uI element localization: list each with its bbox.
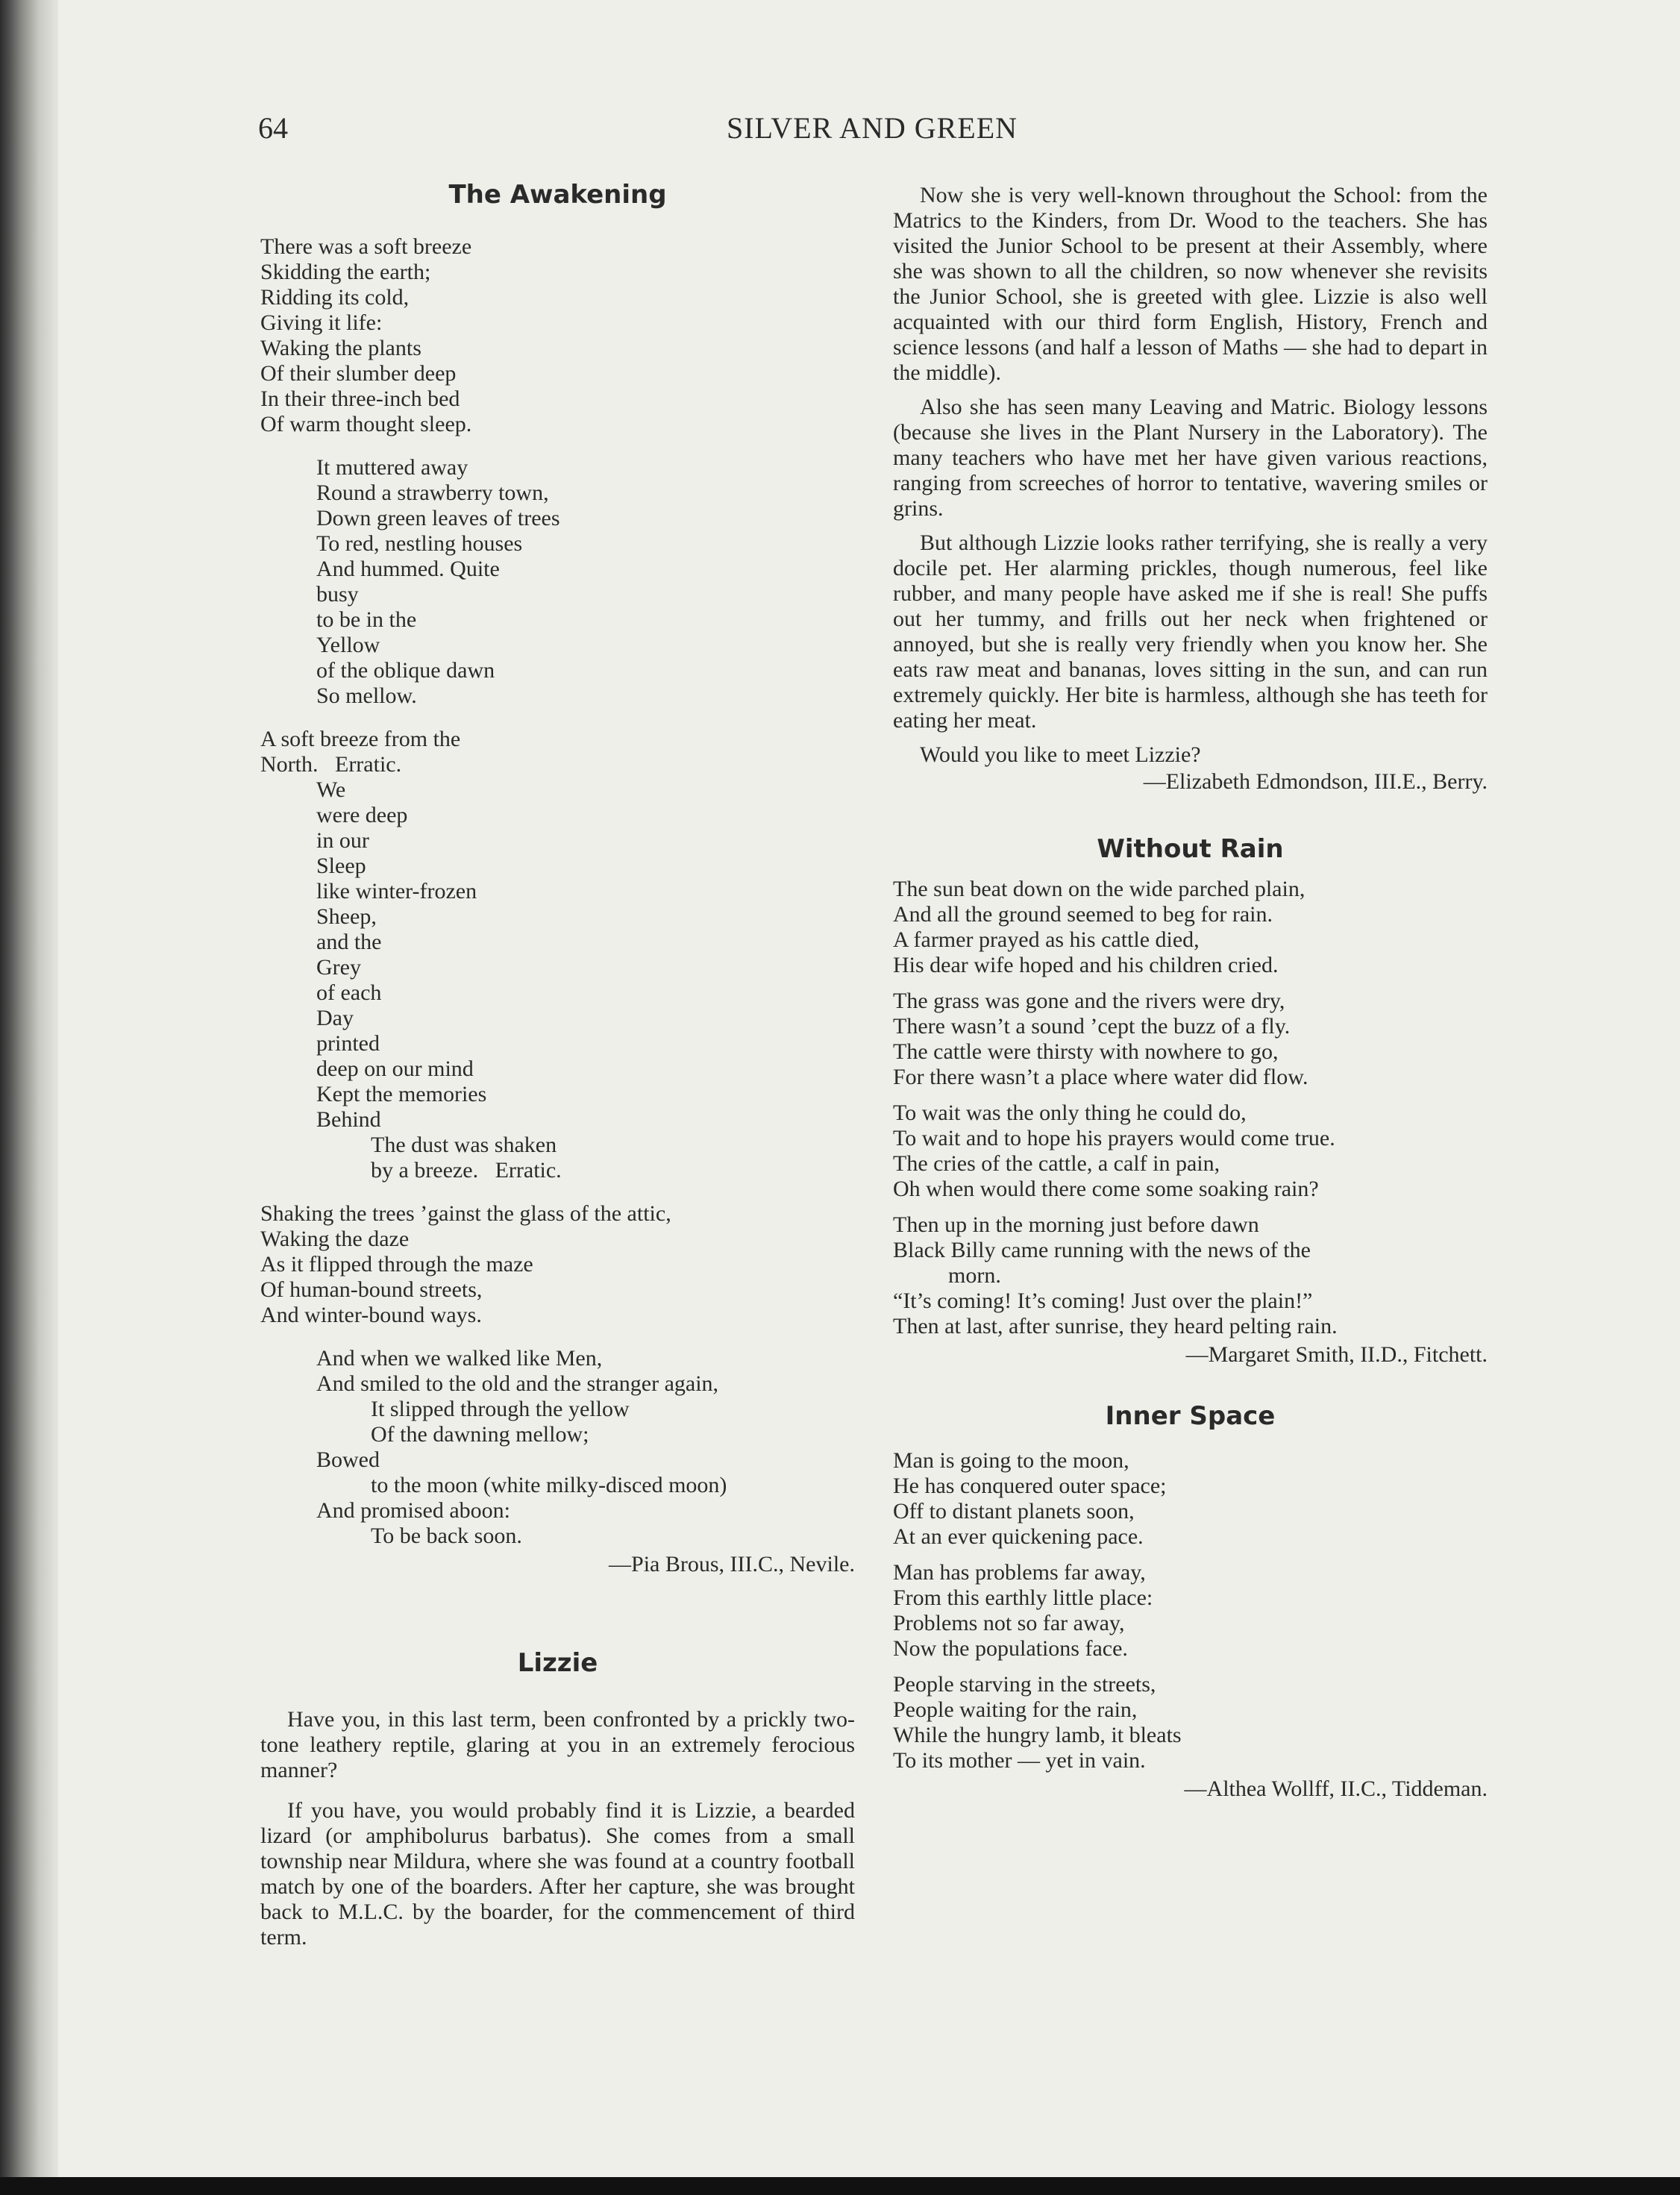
poem-line: A farmer prayed as his cattle died,: [893, 927, 1200, 952]
poem-line: Black Billy came running with the news of the: [893, 1238, 1311, 1262]
poem-line: It slipped through the yellow: [371, 1397, 630, 1421]
poem-line: People starving in the streets,: [893, 1672, 1156, 1697]
poem-line: and the: [316, 930, 382, 954]
poem-line: People waiting for the rain,: [893, 1697, 1138, 1722]
poem-line: Oh when would there come some soaking rain?: [893, 1177, 1319, 1201]
poem-line: printed: [316, 1031, 380, 1056]
poem-line: It muttered away: [316, 455, 468, 480]
poem-line: Off to distant planets soon,: [893, 1499, 1135, 1524]
poem-line: Of warm thought sleep.: [260, 412, 472, 436]
poem-line: Grey: [316, 955, 361, 980]
poem-title-awakening: The Awakening: [448, 180, 667, 210]
poem-line: Sheep,: [316, 904, 377, 929]
poem-line: A soft breeze from the: [260, 727, 461, 751]
page-header: [258, 110, 1486, 148]
poem-line: Then at last, after sunrise, they heard pelting rain.: [893, 1314, 1338, 1338]
poem-line: His dear wife hoped and his children cried.: [893, 953, 1279, 977]
poem-line: And winter-bound ways.: [260, 1303, 482, 1327]
poem-line: Bowed: [316, 1447, 380, 1472]
poem-line: to be in the: [316, 607, 417, 632]
poem-line: Down green leaves of trees: [316, 506, 560, 530]
article-paragraph: But although Lizzie looks rather terrifying, she is really a very docile pet. Her alarming prickles, though numerous, feel like rubber, and many people have asked me if she is real! She puffs out her tummy, and frills out her neck when frightened or annoyed, but she is really very friendly when you know her. She eats raw meat and bananas, loves sitting in the sun, and can run extremely quickly. Her bite is harmless, although she has teeth for eating her meat.: [893, 530, 1488, 733]
poem-line: of each: [316, 980, 382, 1005]
article-title-lizzie: Lizzie: [517, 1648, 598, 1678]
poem-line: At an ever quickening pace.: [893, 1524, 1144, 1549]
poem-line: busy: [316, 582, 359, 607]
poem-line: In their three-inch bed: [260, 386, 460, 411]
poem-line: To wait and to hope his prayers would come true.: [893, 1126, 1335, 1150]
article-paragraph: If you have, you would probably find it is Lizzie, a bearded lizard (or amphibolurus barbatus). She comes from a small township near Mildura, where she was found at a country football match by one of the boarders. After her capture, she was brought back to M.L.C. by the boarder, for the commencement of third term.: [260, 1798, 855, 1950]
page-number: 64: [258, 111, 288, 145]
poem-line: To wait was the only thing he could do,: [893, 1100, 1247, 1125]
poem-line: To red, nestling houses: [316, 531, 523, 556]
poem-line: There wasn’t a sound ’cept the buzz of a fly.: [893, 1014, 1291, 1039]
article-paragraph: Have you, in this last term, been confronted by a prickly two-tone leathery reptile, glaring at you in an extremely ferocious manner?: [260, 1707, 855, 1782]
poem-line: deep on our mind: [316, 1056, 474, 1081]
poem-line: There was a soft breeze: [260, 234, 472, 259]
poem-line: Waking the plants: [260, 336, 421, 360]
poem-line: to the moon (white milky-disced moon): [371, 1473, 727, 1497]
poem-line: And all the ground seemed to beg for rain.: [893, 902, 1273, 927]
poem-line: And hummed. Quite: [316, 557, 500, 581]
left-column: [260, 178, 855, 1950]
poem-line: Now the populations face.: [893, 1636, 1128, 1661]
poem-line: Man is going to the moon,: [893, 1448, 1129, 1473]
poem-line: The sun beat down on the wide parched plain,: [893, 877, 1306, 901]
poem-line: morn.: [948, 1263, 1001, 1288]
poem-line: While the hungry lamb, it bleats: [893, 1723, 1182, 1747]
poem-line: were deep: [316, 803, 408, 827]
poem-line: Man has problems far away,: [893, 1560, 1146, 1585]
poem-line: Round a strawberry town,: [316, 480, 549, 505]
poem-line: For there wasn’t a place where water did flow.: [893, 1065, 1308, 1089]
signature-without-rain: —Margaret Smith, II.D., Fitchett.: [1185, 1342, 1488, 1367]
article-paragraph: Now she is very well-known throughout the School: from the Matrics to the Kinders, from Dr. Wood to the teachers. She has visited the Junior School to be present at their Assembly, where she was shown to all the children, so now whenever she revisits the Junior School, she is greeted with glee. Lizzie is also well acquainted with our third form English, History, French and science lessons (and half a lesson of Maths — she had to depart in the middle).: [893, 183, 1488, 385]
poem-without-rain: [893, 877, 1488, 1368]
poem-line: Yellow: [316, 633, 380, 657]
poem-inner-space: [893, 1448, 1488, 1802]
poem-line: Ridding its cold,: [260, 285, 410, 310]
poem-line: The grass was gone and the rivers were dry,: [893, 989, 1285, 1013]
poem-line: Giving it life:: [260, 310, 383, 335]
poem-line: Then up in the morning just before dawn: [893, 1212, 1259, 1237]
signature-lizzie: —Elizabeth Edmondson, III.E., Berry.: [1143, 769, 1488, 794]
signature-inner-space: —Althea Wollff, II.C., Tiddeman.: [1184, 1776, 1488, 1801]
poem-line: Behind: [316, 1107, 381, 1132]
poem-line: Sleep: [316, 854, 366, 878]
poem-line: As it flipped through the maze: [260, 1252, 533, 1277]
poem-title-inner-space: Inner Space: [1105, 1401, 1276, 1431]
poem-line: Skidding the earth;: [260, 260, 431, 284]
poem-line: To be back soon.: [371, 1524, 522, 1548]
article-paragraph: Also she has seen many Leaving and Matric. Biology lessons (because she lives in the Plant Nursery in the Laboratory). The many teachers who have met her have given various reactions, ranging from screeches of horror to tentative, wavering smiles or grins.: [893, 395, 1488, 521]
running-title: SILVER AND GREEN: [726, 111, 1018, 145]
poem-line: And smiled to the old and the stranger again,: [316, 1371, 719, 1396]
page-bottom-edge: [0, 2177, 1680, 2195]
poem-line: in our: [316, 828, 369, 853]
poem-line: Waking the daze: [260, 1227, 410, 1251]
poem-awakening: [260, 234, 855, 1577]
signature-awakening: —Pia Brous, III.C., Nevile.: [609, 1552, 855, 1576]
article-paragraph: Would you like to meet Lizzie?: [920, 742, 1201, 767]
poem-line: And promised aboon:: [316, 1498, 510, 1523]
poem-line: To its mother — yet in vain.: [893, 1748, 1146, 1773]
book-binding-shadow: [0, 0, 58, 2195]
poem-line: Shaking the trees ’gainst the glass of the attic,: [260, 1201, 671, 1226]
poem-line: He has conquered outer space;: [893, 1474, 1167, 1498]
poem-line: And when we walked like Men,: [316, 1346, 603, 1371]
poem-line: So mellow.: [316, 683, 417, 708]
poem-line: “It’s coming! It’s coming! Just over the plain!”: [893, 1288, 1313, 1313]
poem-line: We: [316, 777, 346, 802]
poem-line: Day: [316, 1006, 354, 1030]
right-column: [893, 183, 1488, 1802]
poem-line: Of human-bound streets,: [260, 1277, 483, 1302]
poem-line: North. Erratic.: [260, 752, 402, 777]
poem-line: of the oblique dawn: [316, 658, 495, 683]
poem-line: like winter-frozen: [316, 879, 477, 904]
poem-line: Of the dawning mellow;: [371, 1422, 589, 1447]
poem-line: Problems not so far away,: [893, 1611, 1125, 1635]
poem-line: The cattle were thirsty with nowhere to go,: [893, 1039, 1279, 1064]
poem-line: The cries of the cattle, a calf in pain,: [893, 1151, 1220, 1176]
poem-title-without-rain: Without Rain: [1097, 834, 1284, 864]
poem-line: by a breeze. Erratic.: [371, 1158, 562, 1183]
poem-line: The dust was shaken: [371, 1133, 557, 1157]
poem-line: Of their slumber deep: [260, 361, 457, 386]
poem-line: Kept the memories: [316, 1082, 487, 1106]
poem-line: From this earthly little place:: [893, 1585, 1153, 1610]
